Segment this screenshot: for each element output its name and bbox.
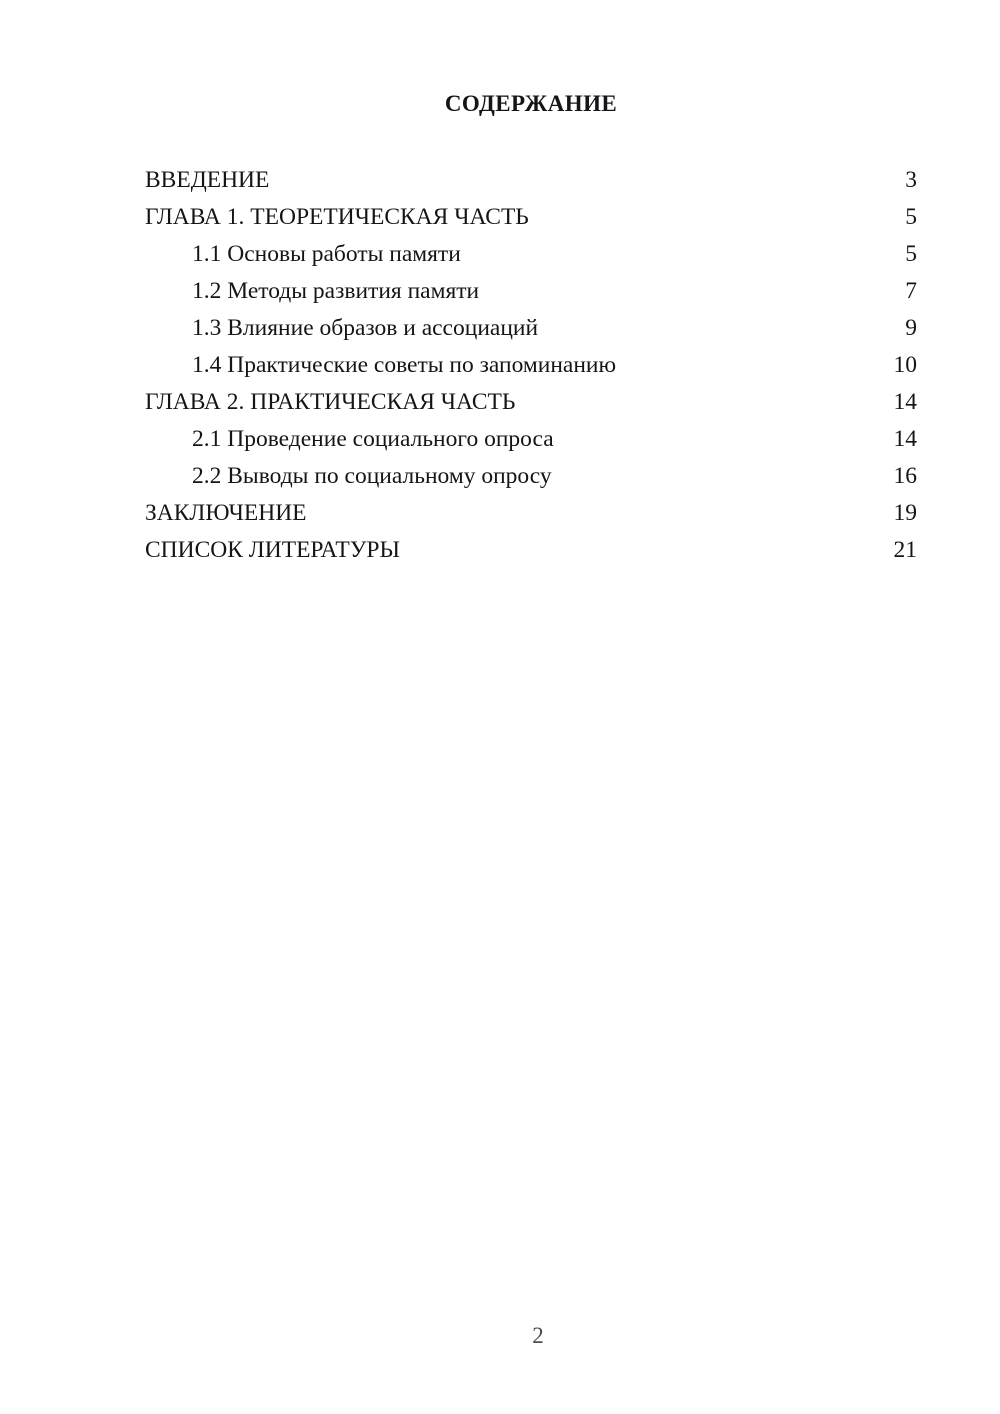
toc-entry-label: ГЛАВА 2. ПРАКТИЧЕСКАЯ ЧАСТЬ bbox=[145, 389, 516, 415]
page-footer bbox=[145, 1324, 931, 1347]
toc-title: СОДЕРЖАНИЕ bbox=[444, 91, 618, 116]
toc-row bbox=[145, 347, 917, 384]
toc-entry-page-number: 14 bbox=[893, 389, 917, 415]
toc-row bbox=[145, 458, 917, 495]
toc-row bbox=[145, 532, 917, 569]
toc-entry-label: ВВЕДЕНИЕ bbox=[145, 167, 270, 193]
toc-row bbox=[145, 273, 917, 310]
toc-entry-label: 2.2 Выводы по социальному опросу bbox=[192, 463, 552, 489]
toc-row bbox=[145, 421, 917, 458]
toc-entry-page-number: 5 bbox=[905, 204, 917, 230]
toc-entry-label: 2.1 Проведение социального опроса bbox=[192, 426, 554, 452]
toc-entry-page-number: 3 bbox=[905, 167, 917, 193]
toc-row bbox=[145, 310, 917, 347]
toc-entry-page-number: 21 bbox=[893, 537, 917, 563]
toc-entry-page-number: 16 bbox=[893, 463, 917, 489]
toc-row bbox=[145, 384, 917, 421]
toc-entry-label: 1.2 Методы развития памяти bbox=[192, 278, 480, 304]
toc-entry-label: 1.4 Практические советы по запоминанию bbox=[192, 352, 617, 378]
toc-entry-label: 1.1 Основы работы памяти bbox=[192, 241, 461, 267]
toc-entry-page-number: 7 bbox=[905, 278, 917, 304]
page-number: 2 bbox=[532, 1323, 544, 1348]
toc-entry-label: ЗАКЛЮЧЕНИЕ bbox=[145, 500, 307, 526]
toc-entry-label: СПИСОК ЛИТЕРАТУРЫ bbox=[145, 537, 400, 563]
toc-entry-page-number: 14 bbox=[893, 426, 917, 452]
toc-entry-label: ГЛАВА 1. ТЕОРЕТИЧЕСКАЯ ЧАСТЬ bbox=[145, 204, 529, 230]
toc-list bbox=[145, 162, 917, 569]
toc-entry-page-number: 5 bbox=[905, 241, 917, 267]
toc-entry-page-number: 19 bbox=[893, 500, 917, 526]
toc-row bbox=[145, 199, 917, 236]
toc-row bbox=[145, 236, 917, 273]
toc-row bbox=[145, 495, 917, 532]
toc-entry-page-number: 10 bbox=[893, 352, 917, 378]
toc-entry-label: 1.3 Влияние образов и ассоциаций bbox=[192, 315, 539, 341]
toc-entry-page-number: 9 bbox=[905, 315, 917, 341]
toc-row bbox=[145, 162, 917, 199]
